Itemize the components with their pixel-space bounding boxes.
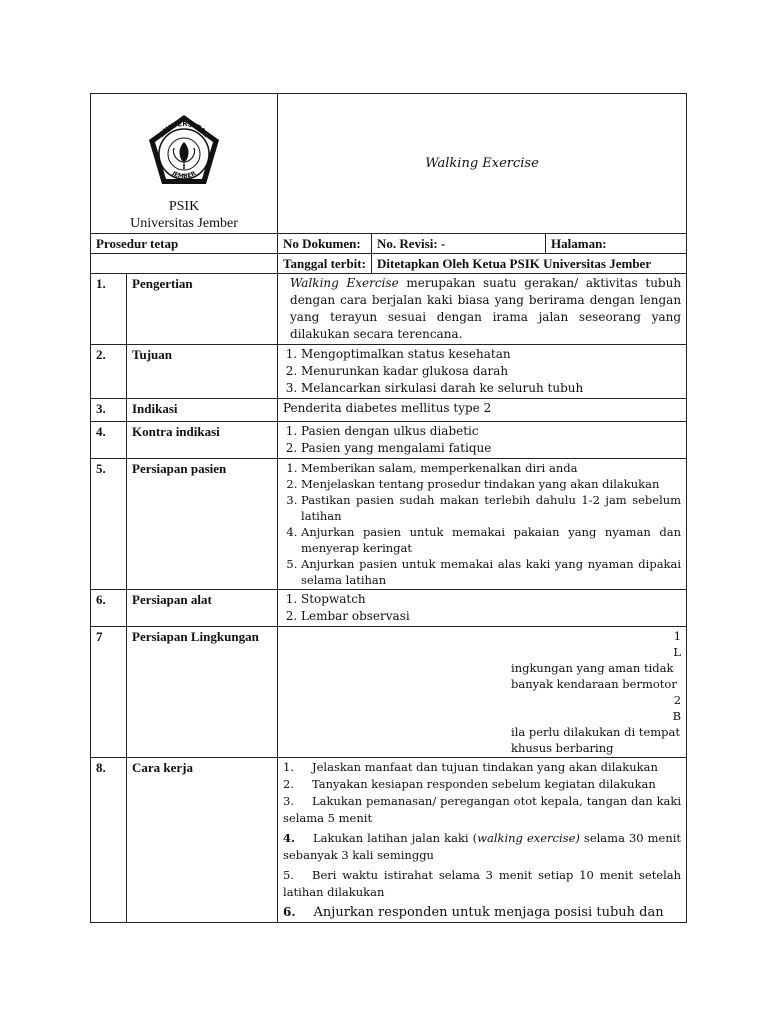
row-number: 2.	[91, 345, 127, 399]
list-item: 1. Jelaskan manfaat dan tujuan tindakan yang akan dilakukan	[283, 760, 658, 774]
row-content	[278, 627, 687, 758]
row-indikasi	[91, 399, 687, 422]
row-content	[278, 758, 687, 923]
row-kontra-indikasi	[91, 422, 687, 459]
row-content	[278, 590, 687, 627]
row-number: 1.	[91, 274, 127, 345]
row-label: Indikasi	[127, 399, 278, 422]
document-title: Walking Exercise	[278, 94, 687, 234]
list-item: 2. Tanyakan kesiapan responden sebelum kegiatan dilakukan	[283, 777, 656, 791]
row-content	[278, 345, 687, 399]
list-item: 3. Melancarkan sirkulasi darah ke seluruh tubuh	[301, 380, 681, 397]
row-label: Kontra indikasi	[127, 422, 278, 459]
sop-table	[90, 93, 687, 923]
env-item-number: 2	[673, 693, 682, 707]
row-label: Tujuan	[127, 345, 278, 399]
row-label: Persiapan Lingkungan	[127, 627, 278, 758]
list-item: 1. Memberikan salam, memperkenalkan diri anda	[301, 460, 681, 476]
list-item: 4. Anjurkan pasien untuk memakai pakaian yang nyaman dan menyerap keringat	[301, 524, 681, 556]
list-item: 2. Menurunkan kadar glukosa darah	[301, 363, 681, 380]
prosedur-tetap-label: Prosedur tetap	[91, 234, 278, 254]
env-item-text: ila perlu dilakukan di tempat	[511, 725, 680, 739]
list-item: 3. Lakukan pemanasan/ peregangan otot kepala, tangan dan kaki selama 5 menit	[283, 794, 682, 825]
row-content	[278, 274, 687, 345]
list-item: 4. Lakukan latihan jalan kaki (walking exercise) selama 30 menit sebanyak 3 kali seminggu	[283, 831, 682, 862]
no-revisi-label: No. Revisi: -	[372, 234, 546, 254]
ditetapkan-label: Ditetapkan Oleh Ketua PSIK Universitas Jember	[372, 254, 687, 274]
university-seal-icon	[144, 112, 224, 192]
header-org-cell	[91, 94, 278, 234]
svg-text:JEMBER: JEMBER	[170, 170, 198, 181]
env-item-letter: B	[672, 709, 682, 723]
list-item: 1. Stopwatch	[301, 591, 681, 608]
header-row	[91, 94, 687, 234]
meta-row-2	[91, 254, 687, 274]
list-item: 1. Pasien dengan ulkus diabetic	[301, 423, 681, 440]
halaman-label: Halaman:	[546, 234, 687, 254]
env-item-text: ingkungan yang aman tidak	[511, 661, 674, 675]
env-item-letter: L	[673, 645, 682, 659]
tanggal-terbit-label: Tanggal terbit:	[278, 254, 372, 274]
row-content	[278, 422, 687, 459]
no-dokumen-label: No Dokumen:	[278, 234, 372, 254]
list-item: 5. Anjurkan pasien untuk memakai alas kaki yang nyaman dipakai selama latihan	[301, 556, 681, 588]
row-pengertian	[91, 274, 687, 345]
definition-text: merupakan suatu gerakan/ aktivitas tubuh dengan cara berjalan kaki biasa yang berirama dengan lengan yang terayun sesuai dengan irama jalan seseorang yang dilakukan secara terencana.	[290, 276, 682, 341]
row-persiapan-lingkungan	[91, 627, 687, 758]
list-item: 2. Menjelaskan tentang prosedur tindakan yang akan dilakukan	[301, 476, 681, 492]
list-item: 3. Pastikan pasien sudah makan terlebih dahulu 1-2 jam sebelum latihan	[301, 492, 681, 524]
row-number: 3.	[91, 399, 127, 422]
row-number: 6.	[91, 590, 127, 627]
row-label: Cara kerja	[127, 758, 278, 923]
svg-text:UNIVERSITAS: UNIVERSITAS	[157, 119, 211, 140]
list-item: 1. Mengoptimalkan status kesehatan	[301, 346, 681, 363]
row-label: Persiapan alat	[127, 590, 278, 627]
row-persiapan-pasien	[91, 459, 687, 590]
org-university: Universitas Jember	[130, 216, 238, 231]
list-item: 2. Lembar observasi	[301, 608, 681, 625]
org-name: PSIK	[168, 199, 200, 214]
row-number: 5.	[91, 459, 127, 590]
row-label: Pengertian	[127, 274, 278, 345]
row-tujuan	[91, 345, 687, 399]
term-italic: Walking Exercise	[290, 276, 399, 290]
row-number: 4.	[91, 422, 127, 459]
row-number: 8.	[91, 758, 127, 923]
env-item-text: khusus berbaring	[511, 741, 614, 755]
row-persiapan-alat	[91, 590, 687, 627]
list-item: 5. Beri waktu istirahat selama 3 menit setiap 10 menit setelah latihan dilakukan	[283, 868, 682, 899]
row-content	[278, 459, 687, 590]
row-content: Penderita diabetes mellitus type 2	[278, 399, 687, 422]
list-item: 6. Anjurkan responden untuk menjaga posisi tubuh dan	[283, 905, 664, 920]
row-label: Persiapan pasien	[127, 459, 278, 590]
list-item: 2. Pasien yang mengalami fatique	[301, 440, 681, 457]
meta-row-1	[91, 234, 687, 254]
row-number: 7	[91, 627, 127, 758]
meta-empty-cell	[91, 254, 278, 274]
env-item-text: banyak kendaraan bermotor	[511, 677, 677, 691]
env-item-number: 1	[673, 629, 682, 643]
row-cara-kerja	[91, 758, 687, 923]
